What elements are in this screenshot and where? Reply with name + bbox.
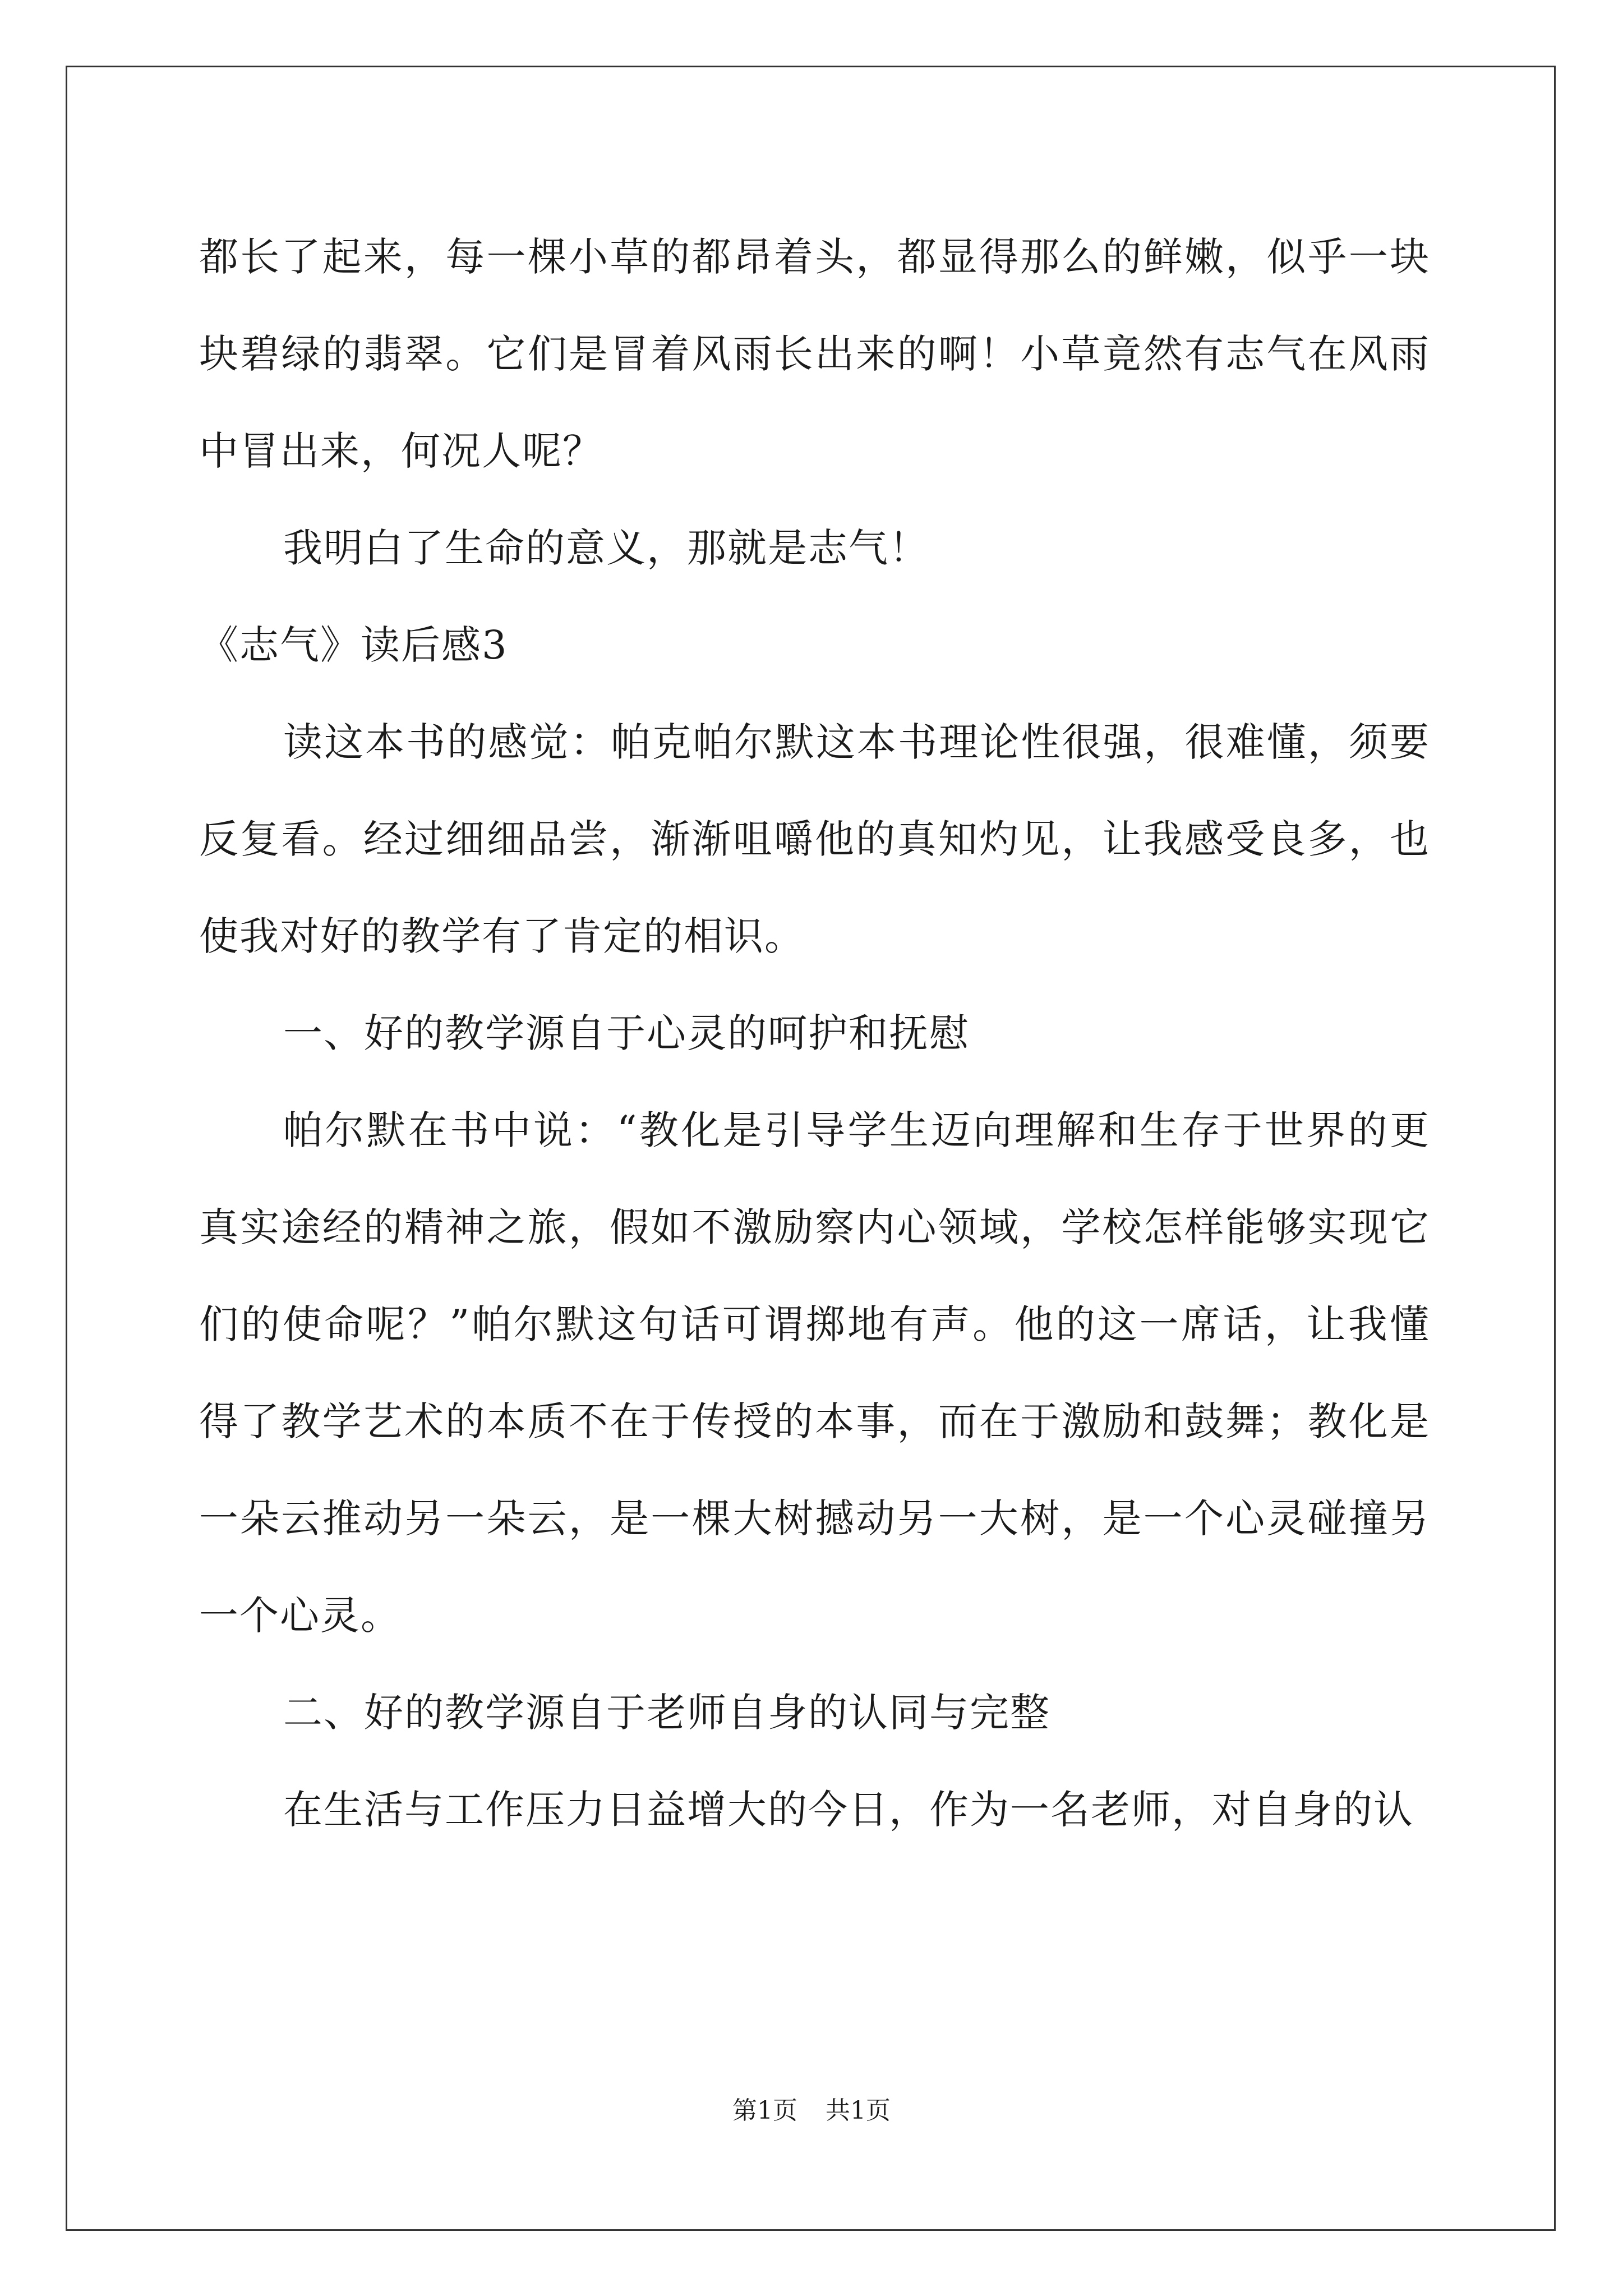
paragraph-1: 都长了起来，每一棵小草的都昂着头，都显得那么的鲜嫩，似乎一块块碧绿的翡翠。它们是冒着风雨长出来的啊！小草竟然有志气在风雨中冒出来，何况人呢？ <box>199 234 1430 474</box>
section-title: 《志气》读后感3 <box>199 622 508 668</box>
page-number: 第1页 <box>732 2096 797 2125</box>
page-footer <box>0 2094 1623 2128</box>
subheading-1: 一、好的教学源自于心灵的呵护和抚慰 <box>283 1010 970 1056</box>
paragraph-5: 在生活与工作压力日益增大的今日，作为一名老师，对自身的认 <box>283 1787 1414 1833</box>
paragraph-2: 我明白了生命的意义，那就是志气！ <box>283 525 929 571</box>
page-total: 共1页 <box>826 2096 891 2125</box>
subheading-2: 二、好的教学源自于老师自身的认同与完整 <box>283 1690 1050 1736</box>
paragraph-3: 读这本书的感觉：帕克帕尔默这本书理论性很强，很难懂，须要反复看。经过细细品尝，渐渐咀嚼他的真知灼见，让我感受良多，也使我对好的教学有了肯定的相识。 <box>199 719 1430 959</box>
paragraph-4: 帕尔默在书中说：“教化是引导学生迈向理解和生存于世界的更真实途经的精神之旅，假如不激励察内心领域，学校怎样能够实现它们的使命呢？”帕尔默这句话可谓掷地有声。他的这一席话，让我懂得了教学艺术的本质不在于传授的本事，而在于激励和鼓舞；教化是一朵云推动另一朵云，是一棵大树撼动另一大树，是一个心灵碰撞另一个心灵。 <box>199 1107 1430 1639</box>
document-body <box>199 209 1430 1858</box>
